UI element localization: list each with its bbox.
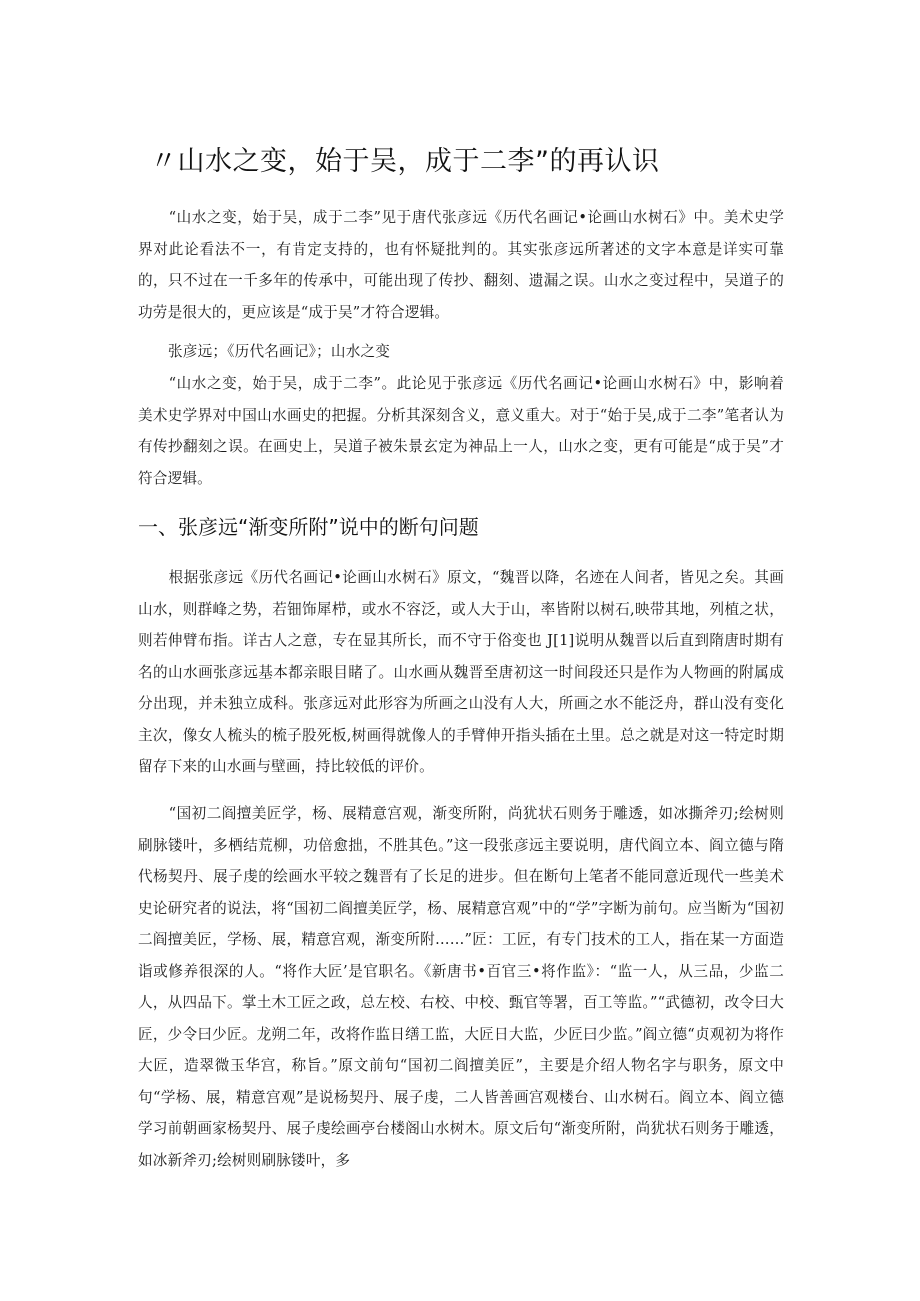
body-paragraph-2: “国初二阎擅美匠学，杨、展精意宫观，渐变所附，尚犹状石则务于雕透，如冰撕斧刃;绘树则刷脉镂叶，多栖结荒柳，功倍愈拙，不胜其色。”这一段张彦远主要说明，唐代阎立本、阎立德与隋代杨契丹、展子虔的绘画水平较之魏晋有了长足的进步。但在断句上笔者不能同意近现代一些美术史论研究者的说法，将“国初二阎擅美匠学，杨、展精意宫观”中的“学”字断为前句。应当断为“国初二阎擅美匠，学杨、展，精意宫观，渐变所附……”匠：工匠，有专门技术的工人，指在某一方面造诣或修养很深的人。“将作大匠’是官职名。《新唐书•百官三•将作监》：“监一人，从三品，少监二人，从四品下。掌土木工匠之政，总左校、右校、中校、甄官等署，百工等监。”“武德初，改令曰大匠，少令曰少匠。龙朔二年，改将作监日缮工监，大匠日大监，少匠曰少监。”阎立德“贞观初为将作大匠，造翠微玉华宫，称旨。”原文前句“国初二阎擅美匠”，主要是介绍人物名字与职务，原文中句“学杨、展，精意宫观”是说杨契丹、展子虔，二人皆善画宫观楼台、山水树石。阎立本、阎立德学习前朝画家杨契丹、展子虔绘画亭台楼阁山水树木。原文后句“渐变所附，尚犹状石则务于雕透，如冰新斧刃;绘树则刷脉镂叶，多 (138, 805, 784, 1169)
keywords-line: 张彦远；《历代名画记》；山水之变 (168, 343, 391, 360)
section-heading: 一、张彦远“渐变所附”说中的断句问题 (138, 515, 479, 539)
intro-paragraph: “山水之变，始于吴，成于二李”。此论见于张彦远《历代名画记•论画山水树石》中，影响着美术史学界对中国山水画史的把握。分析其深刻含义，意义重大。对于“始于吴,成于二李”笔者认为有传抄翻刻之误。在画史上，吴道子被朱景玄定为神品上一人，山水之变，更有可能是“成于吴”才符合逻辑。 (138, 375, 784, 487)
body-paragraph-1: 根据张彦远《历代名画记•论画山水树石》原文，“魏晋以降，名迹在人间者，皆见之矣。其画山水，则群峰之势，若钿饰犀栉，或水不容泛，或人大于山，率皆附以树石,映带其地，列植之状，则若伸臂布指。详古人之意，专在显其所长，而不守于俗变也 J[1]说明从魏晋以后直到隋唐时期有名的山水画张彦远基本都亲眼目睹了。山水画从魏晋至唐初这一时间段还只是作为人物画的附属成分出现，并未独立成科。张彦远对此形容为所画之山没有人大，所画之水不能泛舟，群山没有变化主次，像女人梳头的梳子股死板,树画得就像人的手臂伸开指头插在土里。总之就是对这一特定时期留存下来的山水画与壁画，持比较低的评价。 (138, 569, 784, 775)
document-title: 〃山水之变，始于吴，成于二李”的再认识 (150, 146, 660, 177)
abstract-paragraph: “山水之变，始于吴，成于二李”见于唐代张彦远《历代名画记•论画山水树石》中。美术史学界对此论看法不一，有肯定支持的，也有怀疑批判的。其实张彦远所著述的文字本意是详实可靠的，只不过在一千多年的传承中，可能出现了传抄、翻刻、遗漏之误。山水之变过程中，吴道子的功劳是很大的，更应该是“成于吴”才符合逻辑。 (138, 209, 784, 321)
